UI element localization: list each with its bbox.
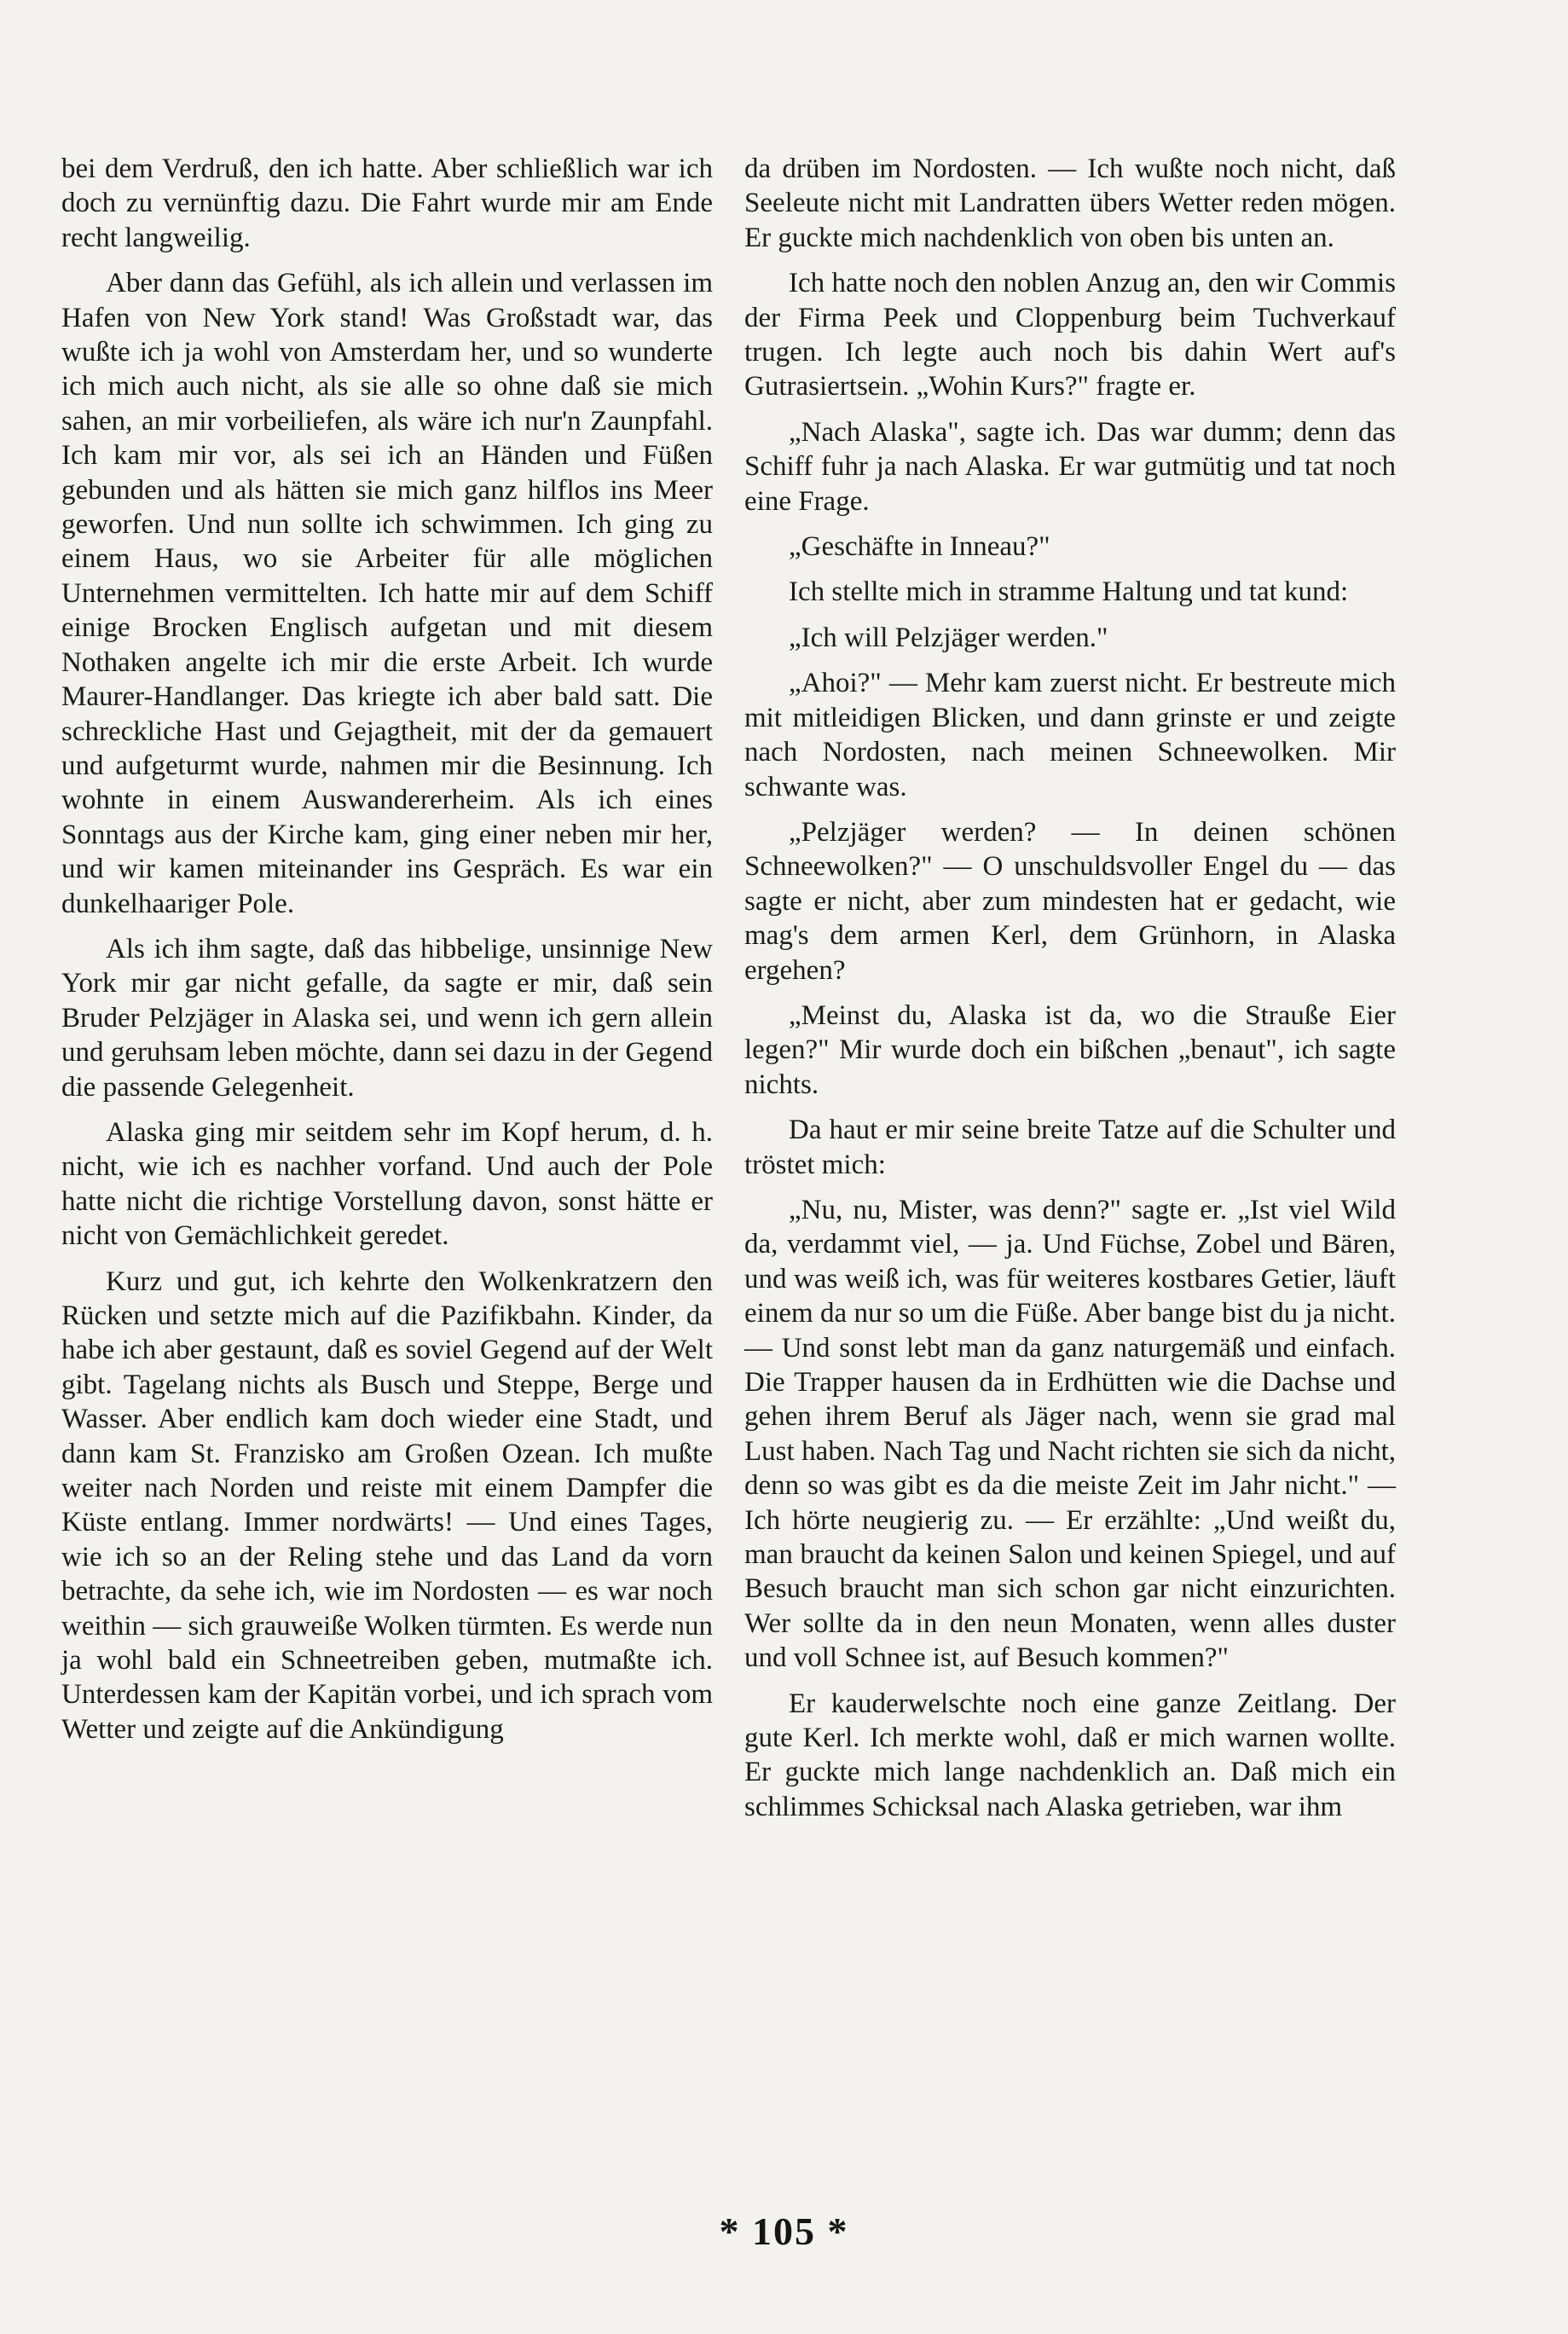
paragraph: „Ich will Pelzjäger werden." — [789, 622, 1108, 653]
left-text-column — [61, 152, 713, 1758]
page-number: * 105 * — [719, 2209, 849, 2253]
paragraph: Da haut er mir seine breite Tatze auf die Schulter und tröstet mich: — [744, 1115, 1396, 1180]
paragraph: Als ich ihm sagte, daß das hibbelige, unsinnige New York mir gar nicht gefalle, da sagte er mir, daß sein Bruder Pelzjäger in Alaska sei, und wenn ich gern allein und geruhsam leben möchte, dann sei dazu in der Gegend die passende Gelegenheit. — [61, 933, 713, 1103]
paragraph: Ich hatte noch den noblen Anzug an, den wir Commis der Firma Peek und Cloppenburg beim Tuchverkauf trugen. Ich legte auch noch bis dahin Wert auf's Gutrasiertsein. „Wohin Kurs?" fragte er. — [744, 268, 1396, 403]
paragraph: „Meinst du, Alaska ist da, wo die Strauße Eier legen?" Mir wurde doch ein bißchen „benaut", ich sagte nichts. — [744, 999, 1396, 1100]
paragraph: Er kauderwelschte noch eine ganze Zeitlang. Der gute Kerl. Ich merkte wohl, daß er mich warnen wollte. Er guckte mich lange nachdenklich an. Daß mich ein schlimmes Schicksal nach Alaska getrieben, war ihm — [744, 1688, 1396, 1822]
paragraph: „Ahoi?" — Mehr kam zuerst nicht. Er bestreute mich mit mitleidigen Blicken, und dann grinste er und zeigte nach Nordosten, nach meinen Schneewolken. Mir schwante was. — [744, 668, 1396, 802]
paragraph: „Geschäfte in Inneau?" — [789, 531, 1050, 563]
paragraph: Kurz und gut, ich kehrte den Wolkenkratzern den Rücken und setzte mich auf die Pazifikbahn. Kinder, da habe ich aber gestaunt, daß es soviel Gegend auf der Welt gibt. Tagelang nichts als Busch und Steppe, Berge und Wasser. Aber endlich kam doch wieder eine Stadt, und dann kam St. Franzisko am Großen Ozean. Ich mußte weiter nach Norden und reiste mit einem Dampfer die Küste entlang. Immer nordwärts! — Und eines Tages, wie ich so an der Reling stehe und das Land da vorn betrachte, da sehe ich, wie im Nordosten — es war noch weithin — sich grauweiße Wolken türmten. Es werde nun ja wohl bald ein Schneetreiben geben, mutmaßte ich. Unterdessen kam der Kapitän vorbei, und ich sprach vom Wetter und zeigte auf die Ankündigung — [61, 1265, 713, 1745]
paragraph: Aber dann das Gefühl, als ich allein und verlassen im Hafen von New York stand! Was Großstadt war, das wußte ich ja wohl von Amsterdam her, und so wunderte ich mich auch nicht, als sie alle so ohne daß sie mich sahen, an mir vorbeiliefen, als wäre ich nur'n Zaunpfahl. Ich kam mir vor, als sei ich an Händen und Füßen gebunden und als hätten sie mich ganz hilflos ins Meer geworfen. Und nun sollte ich schwimmen. Ich ging zu einem Haus, wo sie Arbeiter für alle möglichen Unternehmen vermittelten. Ich hatte mir auf dem Schiff einige Brocken Englisch aufgetan und mit diesem Nothaken angelte ich mir die erste Arbeit. Ich wurde Maurer-Handlanger. Das kriegte ich aber bald satt. Die schreckliche Hast und Gejagtheit, mit der da gemauert und aufgeturmt wurde, nahmen mir die Besinnung. Ich wohnte in einem Auswandererheim. Als ich eines Sonntags aus der Kirche kam, ging einer neben mir her, und wir kamen miteinander ins Gespräch. Es war ein dunkelhaariger Pole. — [61, 268, 713, 919]
paragraph: bei dem Verdruß, den ich hatte. Aber schließlich war ich doch zu vernünftig dazu. Die Fahrt wurde mir am Ende recht langweilig. — [61, 153, 713, 253]
paragraph: Alaska ging mir seitdem sehr im Kopf herum, d. h. nicht, wie ich es nachher vorfand. Und auch der Pole hatte nicht die richtige Vorstellung davon, sonst hätte er nicht von Gemächlichkeit geredet. — [61, 1116, 713, 1252]
paragraph: Ich stellte mich in stramme Haltung und tat kund: — [789, 576, 1349, 608]
paragraph: „Nach Alaska", sagte ich. Das war dumm; denn das Schiff fuhr ja nach Alaska. Er war gutmütig und tat noch eine Frage. — [744, 416, 1396, 517]
right-text-column — [744, 152, 1396, 1835]
paragraph: da drüben im Nordosten. — Ich wußte noch nicht, daß Seeleute nicht mit Landratten übers Wetter reden mögen. Er guckte mich nachdenklich von oben bis unten an. — [744, 153, 1396, 253]
paragraph: „Pelzjäger werden? — In deinen schönen Schneewolken?" — O unschuldsvoller Engel du — das sagte er nicht, aber zum mindesten hat er gedacht, wie mag's dem armen Kerl, dem Grünhorn, in Alaska ergehen? — [744, 816, 1396, 986]
paragraph: „Nu, nu, Mister, was denn?" sagte er. „Ist viel Wild da, verdammt viel, — ja. Und Füchse, Zobel und Bären, und was weiß ich, was für weiteres kostbares Getier, läuft einem da nur so um die Füße. Aber bange bist du ja nicht. — Und sonst lebt man da ganz naturgemäß und einfach. Die Trapper hausen da in Erdhütten wie die Dachse und gehen ihrem Beruf als Jäger nach, wenn sie grad mal Lust haben. Nach Tag und Nacht richten sie sich da nicht, denn so was gibt es da die meiste Zeit im Jahr nicht." — Ich hörte neugierig zu. — Er erzählte: „Und weißt du, man braucht da keinen Salon und keinen Spiegel, und auf Besuch braucht man sich schon gar nicht einzurichten. Wer sollte da in den neun Monaten, wenn alles duster und voll Schnee ist, auf Besuch kommen?" — [744, 1194, 1396, 1674]
